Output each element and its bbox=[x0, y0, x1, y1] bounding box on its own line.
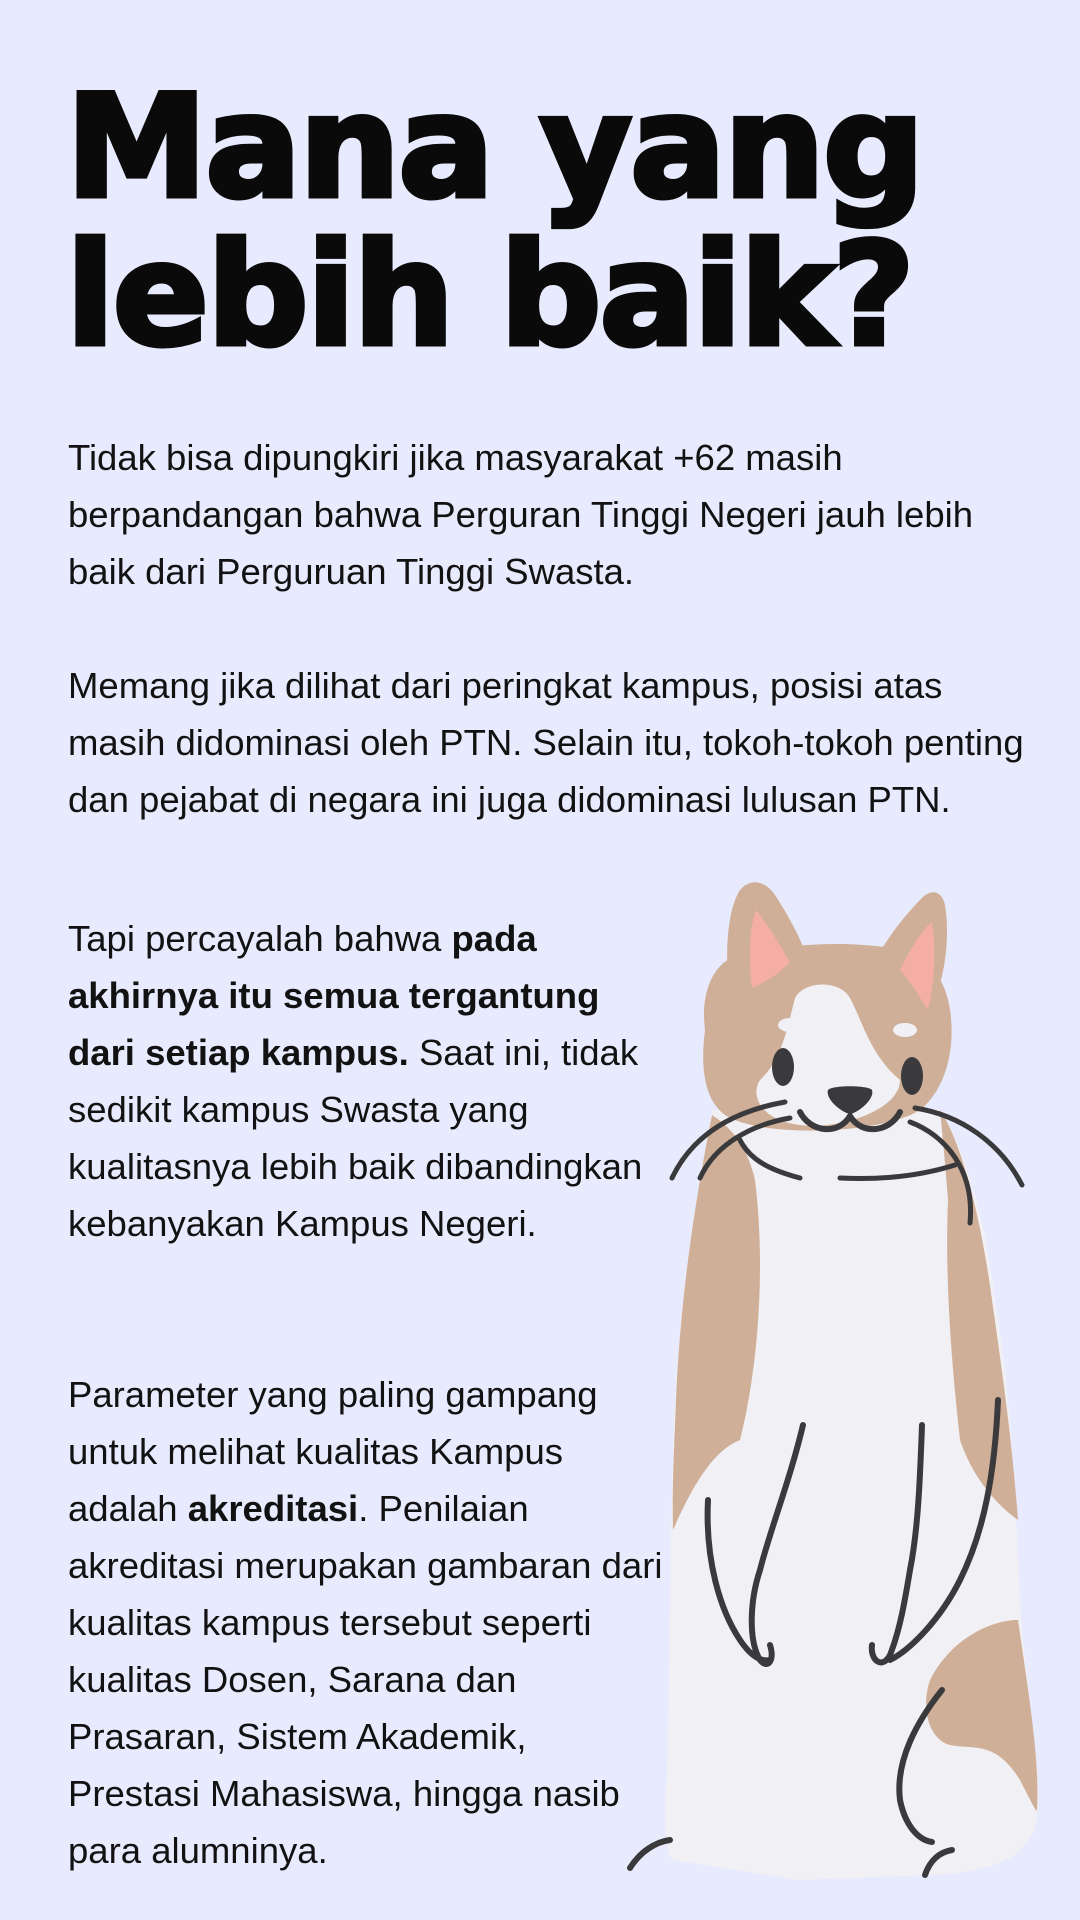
cat-foot-left bbox=[630, 1840, 670, 1868]
paragraph-accreditation-text-end: . Penilaian akreditasi merupakan gambaran dari kualitas kampus tersebut seperti kualitas Dosen, Sarana dan Prasaran, Sistem Akademik, Prestasi Mahasiswa, hingga nasib para alumninya. bbox=[68, 1488, 663, 1871]
cat-brow-left bbox=[778, 1018, 802, 1032]
cat-brow-right bbox=[893, 1023, 917, 1037]
paragraph-campus-text-start: Tapi percayalah bahwa bbox=[68, 918, 452, 959]
title-line-1: Mana yang bbox=[66, 65, 923, 230]
paragraph-campus-emphasis: pada akhirnya itu semua tergantung dari setiap kampus. bbox=[68, 918, 600, 1073]
paragraph-accreditation-emphasis: akreditasi bbox=[187, 1488, 359, 1529]
cat-eye-right bbox=[901, 1057, 923, 1095]
cat-illustration-icon bbox=[600, 880, 1040, 1890]
paragraph-campus bbox=[68, 910, 668, 1252]
paragraph-ranking: Memang jika dilihat dari peringkat kampus, posisi atas masih didominasi oleh PTN. Selain itu, tokoh-tokoh penting dan pejabat di negara ini juga didominasi lulusan PTN. bbox=[68, 665, 1024, 820]
cat-eye-left bbox=[772, 1048, 794, 1086]
paragraph-campus-text-end: Saat ini, tidak sedikit kampus Swasta yang kualitasnya lebih baik dibandingkan kebanyakan Kampus Negeri. bbox=[68, 1032, 643, 1244]
page-title bbox=[66, 65, 1006, 378]
paragraph-accreditation-text-start: Parameter yang paling gampang untuk melihat kualitas Kampus adalah bbox=[68, 1374, 598, 1529]
paragraph-accreditation bbox=[68, 1366, 668, 1879]
title-line-2: lebih baik? bbox=[66, 213, 913, 378]
paragraph-intro: Tidak bisa dipungkiri jika masyarakat +62 masih berpandangan bahwa Perguran Tinggi Negeri jauh lebih baik dari Perguruan Tinggi Swasta. bbox=[68, 437, 974, 592]
